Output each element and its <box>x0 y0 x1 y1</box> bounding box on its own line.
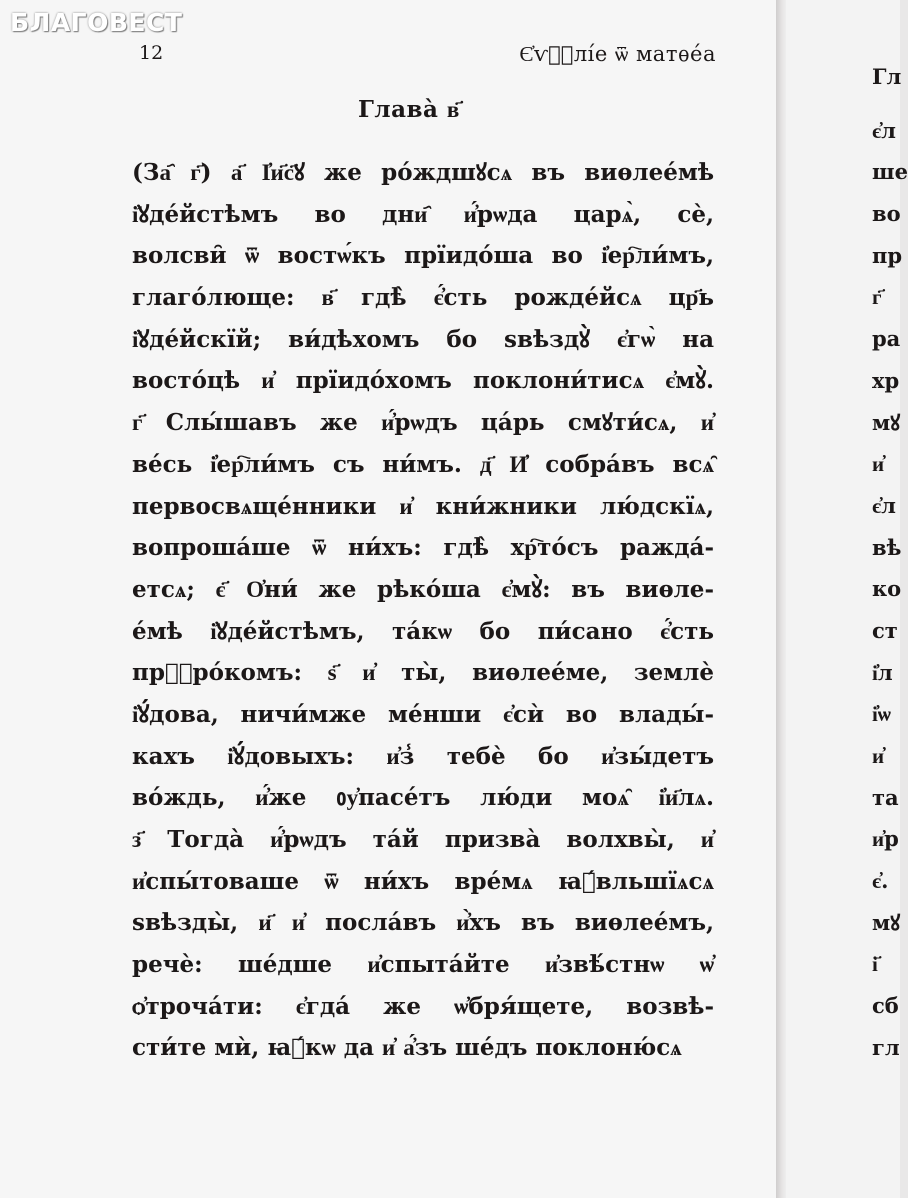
right-page-fragment: пр <box>872 242 903 268</box>
text-line: сти́те мѝ, ꙗ҆́кѡ да и҆ а҆́зъ ше́дъ поклоню́сѧ <box>132 1034 682 1062</box>
right-page-header-fragment: Гл <box>872 64 902 89</box>
right-page-fragment: є҆л <box>872 492 896 518</box>
text-line: речѐ: ше́дше и҆спыта́йте и҆звѣ́стнѡ ѡ҆ <box>132 951 714 979</box>
right-page-fragment: во <box>872 201 901 227</box>
chapter-title: Глава̀ в҃ <box>358 96 460 123</box>
text-line: вопроша́ше ѿ ни́хъ: гдѣ̀ хр҇то́съ ражда́- <box>132 534 714 562</box>
text-line: і҆ꙋде́йскїй; ви́дѣхомъ бо ѕвѣздꙋ̀ є҆гѡ̀ на <box>132 325 714 353</box>
text-line: волсви̑ ѿ востѡ́къ прїидо́ша во і҆ер҇ли́мъ, <box>132 242 714 270</box>
text-line: і҆ꙋ́дова, ничи́мже ме́нши є҆сѝ во влады́- <box>132 700 714 728</box>
text-line: прⷪ҇ро́комъ: ѕ҃ и҆ ты̀, виѳлее́ме, землѐ <box>132 659 714 687</box>
right-page-fragment: вѣ <box>872 534 902 560</box>
text-line: етсѧ; є҃ О҆ни́ же рѣко́ша є҆мꙋ̀: въ виѳле- <box>132 575 714 603</box>
text-line: ѻ҆троча́ти: є҆гда́ же ѡ҆бря́щете, возвѣ- <box>132 992 714 1020</box>
right-page-fragment: г҃ <box>872 284 882 310</box>
text-line: во́ждь, и҆́же ᲂу҆пасе́тъ лю́ди моѧ̑ і҆и҃лѧ. <box>132 784 714 812</box>
running-header: Є҆ѵⷢ҇лі́е ѿ матѳе́а <box>519 42 716 66</box>
text-line: г҃ Слы́шавъ же и҆́рѡдъ ца́рь смꙋти́сѧ, и҆ <box>132 409 714 437</box>
right-page-fragment: гл <box>872 1034 900 1060</box>
right-page-fragment: хр <box>872 367 900 393</box>
book-gutter <box>776 0 786 1198</box>
text-line: восто́цѣ и҆ прїидо́хомъ поклони́тисѧ є҆мꙋ̀. <box>132 367 714 395</box>
text-line: глаго́люще: в҃ гдѣ̀ є҆́сть рожде́йсѧ цр҃ь <box>132 284 714 312</box>
text-line: (За҄ г҃) а҃ І҆и҃с҃ꙋ же ро́ждшꙋсѧ въ виѳлее́мѣ <box>132 159 714 186</box>
right-page-fragment: и҆ <box>872 451 885 477</box>
right-page-fragment: мꙋ <box>872 409 901 435</box>
right-page-fragment: и҆ <box>872 743 885 768</box>
text-line: первосвѧще́нники и҆ кни́жники лю́дскїѧ, <box>132 492 714 520</box>
right-page-fragment: ко <box>872 576 902 602</box>
right-page-fragment: є҆л <box>872 117 896 143</box>
text-line: кахъ і҆ꙋ́довыхъ: и҆з̾ тебѐ бо и҆зы́детъ <box>132 742 714 770</box>
text-line: е́мѣ і҆ꙋде́йстѣмъ, та́кѡ бо пи́сано є҆́сть <box>132 617 714 645</box>
text-line: і҆ꙋде́йстѣмъ во дни҄ и҆́рѡда царѧ̀, сѐ, <box>132 200 714 228</box>
right-page-fragment: ра <box>872 326 901 352</box>
right-page-fragment: і҆ѡ <box>872 701 891 727</box>
right-page-fragment: сб <box>872 993 899 1019</box>
right-page-fragment: є҆. <box>872 868 889 894</box>
right-page-fragment: ше <box>872 159 908 185</box>
right-page-fragment: ст <box>872 617 898 643</box>
right-page-fragment: і҆л <box>872 659 893 685</box>
text-line: ве́сь і҆ер҇ли́мъ съ ни́мъ. д҃ И҆ собра́въ всѧ̑ <box>132 450 714 478</box>
text-line: ѕвѣзды̀, и҃ и҆ посла́въ и҆̀хъ въ виѳлее́мъ, <box>132 909 714 937</box>
right-page-fragment: і҃ <box>872 951 878 977</box>
right-page-text <box>872 56 908 1069</box>
right-page-fragment: и҆р <box>872 826 899 852</box>
body-text <box>132 152 714 1069</box>
right-page-fragment: мꙋ <box>872 909 901 935</box>
page-number: 12 <box>139 42 164 64</box>
watermark: БЛАГОВЕСТ <box>10 8 183 37</box>
right-page-fragment: та <box>872 784 899 810</box>
text-line: и҆спы́товаше ѿ ни́хъ вре́мѧ ꙗ҆́вльшїѧсѧ <box>132 867 714 895</box>
text-line: з҃ Тогда̀ и҆́рѡдъ та́й призва̀ волхвы̀, и҆ <box>132 826 714 853</box>
